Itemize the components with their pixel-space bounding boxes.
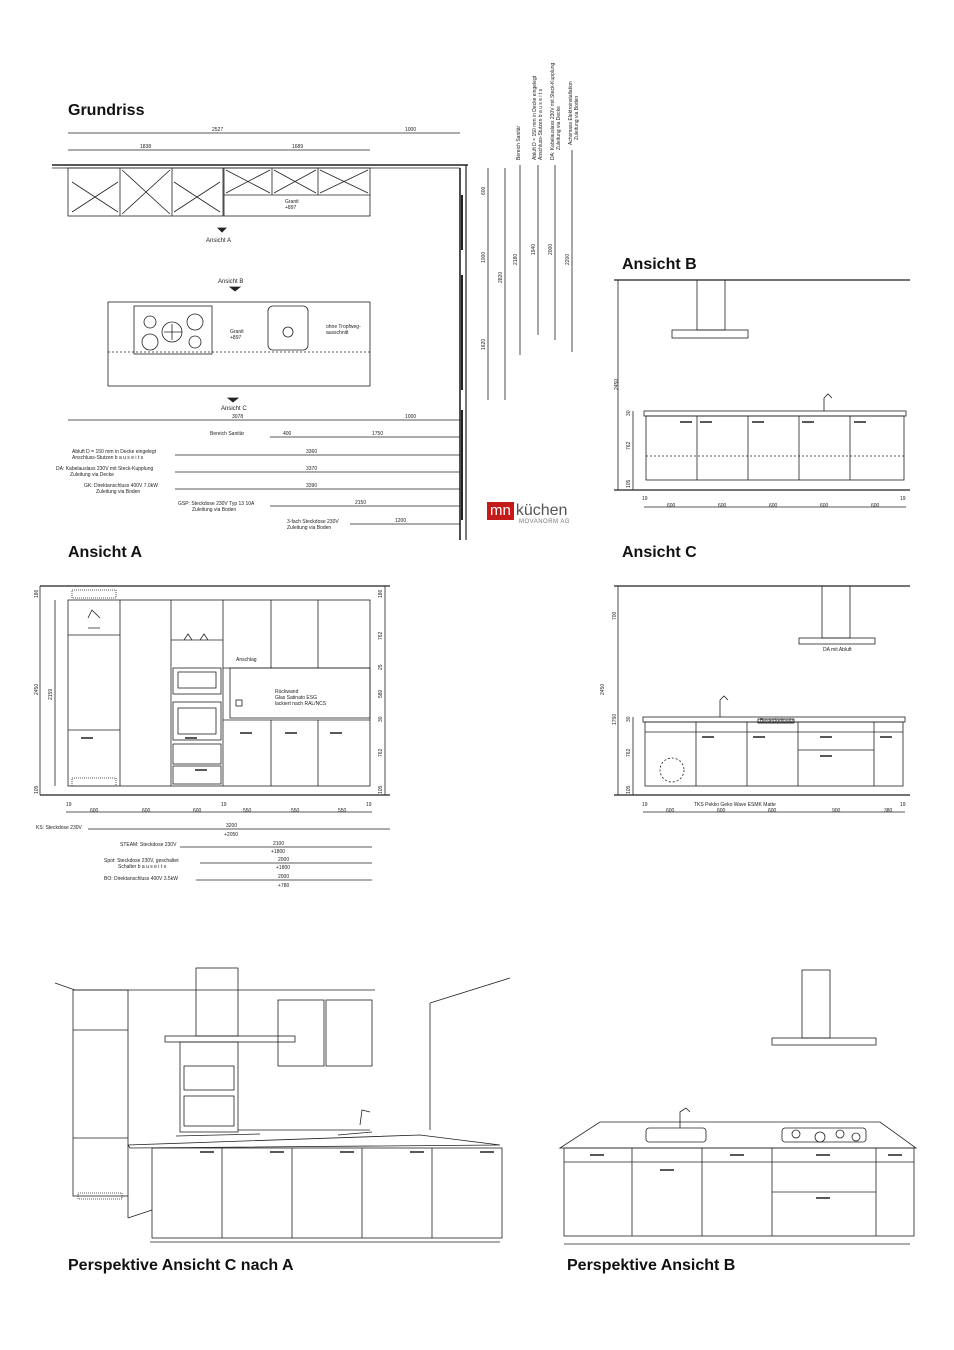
vnote-boden: Zuleitung via Boden: [574, 95, 580, 140]
gnote-1-text: Abluft D = 150 mm in Decke eingelegt: [72, 449, 157, 455]
anote-3-text: Spot: Steckdose 230V, geschaltet: [104, 858, 179, 864]
c-dim-left-1: 700: [612, 611, 618, 620]
title-grundriss: Grundriss: [68, 102, 145, 119]
anote-4-value: 2000: [278, 874, 290, 880]
c-dim-bottom-3: 600: [717, 808, 726, 814]
gnote-1-value: 3360: [306, 449, 318, 455]
anote-1-text: KS: Steckdose 230V: [36, 825, 82, 831]
tropfweg-label: ohne Tropfweg-ausschnitt: [326, 324, 361, 336]
title-perspektive-c-nach-a: Perspektive Ansicht C nach A: [68, 1257, 294, 1274]
c-dim-left-4: 30: [626, 716, 632, 722]
b-dim-left-2: 762: [626, 441, 632, 450]
b-dim-bottom-3: 600: [718, 503, 727, 509]
b-dim-bottom-1: 19: [642, 496, 648, 502]
a-dim-right-4: 580: [378, 689, 384, 698]
gnote-2-text2: Zuleitung via Decke: [70, 472, 114, 478]
c-dim-left-3: 1750: [612, 713, 618, 725]
a-dim-bottom-8: 550: [338, 808, 347, 814]
b-dim-left-3: 105: [626, 479, 632, 488]
a-dim-right-3: 25: [378, 664, 384, 670]
a-dim-bottom-5: 19: [221, 802, 227, 808]
dim-right-3: 1620: [481, 338, 487, 350]
perspective-c-nach-a: [55, 968, 510, 1242]
gnote-5-value: 1200: [395, 518, 407, 524]
anote-1-value2: +2050: [224, 832, 239, 838]
a-dim-right-7: 105: [378, 785, 384, 794]
c-dim-bottom-5: 900: [832, 808, 841, 814]
b-dim-bottom-2: 600: [667, 503, 676, 509]
title-ansicht-c: Ansicht C: [622, 544, 697, 561]
vnote-abluft: Abluft D = 150 mm in Decke eingelegt: [532, 75, 538, 160]
a-dim-bottom-1: 19: [66, 802, 72, 808]
perspective-b: [560, 970, 916, 1244]
a-dim-bottom-9: 19: [366, 802, 372, 808]
a-dim-left-bottom: 105: [34, 785, 40, 794]
dim-right-1: 600: [481, 186, 487, 195]
gnote-5-text2: Zuleitung via Boden: [287, 525, 332, 531]
a-dim-right-6: 762: [378, 748, 384, 757]
grundriss-ansicht-b-label: Ansicht B: [218, 279, 244, 285]
anote-3-value: 2000: [278, 857, 290, 863]
a-dim-bottom-3: 600: [142, 808, 151, 814]
besteck-label: Besteckeinsatz: [760, 718, 794, 724]
b-dim-left-1: 30: [626, 410, 632, 416]
dim-bottom-2: 1000: [405, 414, 417, 420]
logo-mn: mn: [487, 502, 514, 520]
gnote-4-text: GSP: Steckdose 230V Typ 13 10A: [178, 501, 255, 507]
c-dim-bottom-6: 380: [884, 808, 893, 814]
vnote-sanitaer: Bereich Sanitär: [516, 125, 522, 160]
c-dim-bottom-2: 600: [666, 808, 675, 814]
dim-right2-1: 2820: [498, 271, 504, 283]
b-height: 2450: [614, 378, 620, 390]
c-dim-left-5: 762: [626, 748, 632, 757]
anote-4-text: BO: Direktanschluss 400V 3.5kW: [104, 876, 178, 882]
anote-2-value: 2100: [273, 841, 285, 847]
title-ansicht-a: Ansicht A: [68, 544, 143, 561]
a-dim-bottom-7: 550: [291, 808, 300, 814]
dim-right3-1: 2180: [513, 253, 519, 265]
anote-3-value2: +1800: [276, 865, 291, 871]
gnote-2-value: 3370: [306, 466, 318, 472]
anote-4-value2: +780: [278, 883, 290, 889]
vnote-da: DA: Kabelauslass 230V mit Steck-Kupplung: [550, 62, 556, 160]
b-dim-bottom-5: 600: [820, 503, 829, 509]
anote-3-text2: Schalter b a u s e i t s: [118, 864, 167, 870]
gnote-4-value: 2150: [355, 500, 367, 506]
anote-2-text: STEAM: Steckdose 230V: [120, 842, 177, 848]
gnote-3-text: GK: Direktanschluss 400V 7.0kW: [84, 483, 158, 489]
logo-company: MOVANORM AG: [519, 519, 571, 525]
dim-right-2: 1000: [481, 251, 487, 263]
anschlag-label: Anschlag: [236, 657, 257, 663]
c-bottom-label: TKS Pekko Geko Wave ESMK Matte: [694, 802, 776, 808]
a-dim-left-outer: 2450: [34, 683, 40, 695]
anote-1-value: 3200: [226, 823, 238, 829]
b-dim-bottom-4: 600: [769, 503, 778, 509]
b-dim-bottom-6: 600: [871, 503, 880, 509]
gnote-2-text: DA: Kabelauslass 230V mit Steck-Kupplung: [56, 466, 154, 472]
c-dim-bottom-1: 19: [642, 802, 648, 808]
vnote-achsmass: Achsmass Elektroinstallation: [568, 81, 574, 145]
c-dim-bottom-4: 600: [768, 808, 777, 814]
rueckwand-label: Rückwand Glas Satinato ESG lackiert nach RAL/NCS: [275, 689, 327, 707]
logo-kuechen: küchen: [515, 502, 568, 519]
ansicht-a-elevation: [34, 586, 390, 889]
anote-2-value2: +1800: [271, 849, 286, 855]
dim-sanitaer-1: 400: [283, 431, 292, 437]
gnote-5-text: 3-fach Steckdose 230V: [287, 519, 339, 525]
grundriss-plan: [52, 63, 580, 540]
ansicht-b-elevation: [614, 280, 910, 509]
gnote-4-text2: Zuleitung via Boden: [192, 507, 237, 513]
granit-island-label: Granit +897: [230, 329, 244, 341]
da-abluft-label: DA mit Abluft: [823, 647, 852, 653]
dim-right3-3: 2000: [548, 243, 554, 255]
b-dim-bottom-7: 19: [900, 496, 906, 502]
a-dim-bottom-2: 600: [90, 808, 99, 814]
vnote-stutzen: Anschluss-Stutzen b a u s e i t s: [538, 88, 544, 160]
gnote-1-text2: Anschluss-Stutzen b a u s e i t s: [72, 455, 144, 461]
a-dim-left-top: 186: [34, 589, 40, 598]
dim-sanitaer-2: 1750: [372, 431, 384, 437]
vnote-decke: Zuleitung via Decke: [556, 106, 562, 150]
dim-right3-2: 1940: [531, 243, 537, 255]
title-ansicht-b: Ansicht B: [622, 256, 697, 273]
c-dim-left-2: 2450: [600, 683, 606, 695]
title-perspektive-b: Perspektive Ansicht B: [567, 1257, 736, 1274]
grundriss-ansicht-c-label: Ansicht C: [221, 406, 247, 412]
dim-top-2: 1000: [405, 127, 417, 133]
bereich-sanitaer-label: Bereich Sanitär: [210, 431, 245, 437]
a-dim-bottom-4: 600: [193, 808, 202, 814]
dim-top2-1: 1838: [140, 144, 152, 150]
dim-top2-2: 1689: [292, 144, 304, 150]
a-dim-right-1: 186: [378, 589, 384, 598]
c-dim-bottom-7: 19: [900, 802, 906, 808]
granit-top-label: Granit +897: [285, 199, 299, 211]
c-dim-left-6: 105: [626, 785, 632, 794]
a-dim-right-2: 762: [378, 631, 384, 640]
a-dim-left-inner: 2159: [48, 688, 54, 700]
grundriss-ansicht-a-label: Ansicht A: [206, 238, 232, 244]
dim-top-1: 2527: [212, 127, 224, 133]
gnote-3-value: 3390: [306, 483, 318, 489]
ansicht-c-elevation: [600, 586, 910, 814]
a-dim-right-5: 30: [378, 716, 384, 722]
dim-right3-4: 2200: [565, 253, 571, 265]
gnote-3-text2: Zuleitung via Boden: [96, 489, 141, 495]
dim-bottom-1: 3078: [232, 414, 244, 420]
a-dim-bottom-6: 550: [243, 808, 252, 814]
